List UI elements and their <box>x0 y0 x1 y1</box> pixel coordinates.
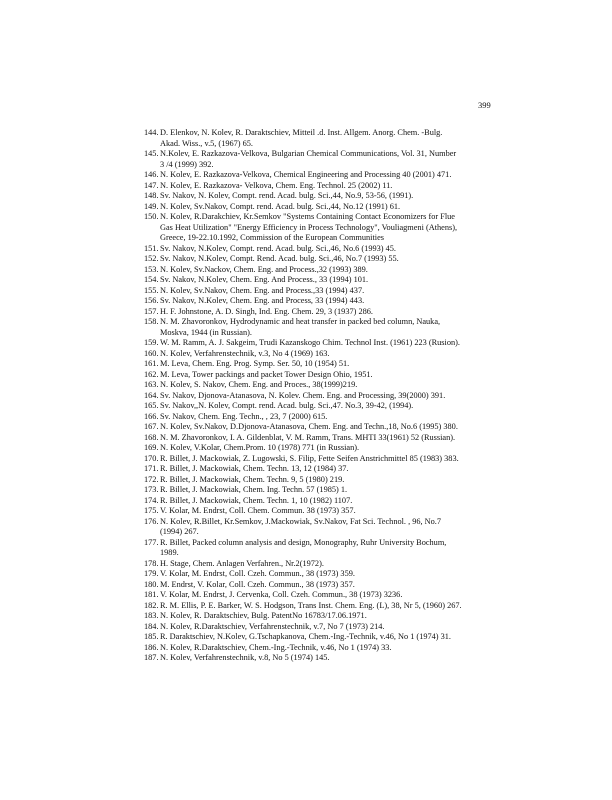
reference-entry <box>136 538 516 559</box>
reference-entry <box>136 601 516 612</box>
reference-entry <box>136 443 516 454</box>
reference-number: 183. <box>144 611 159 620</box>
reference-number: 177. <box>144 537 159 547</box>
reference-entry <box>136 433 516 444</box>
reference-number: 170. <box>144 453 159 463</box>
reference-text: N. Kolev, Sv.Nakov, Compt. rend. Acad. bulg. Sci.,44, No.12 (1991) 61. <box>160 201 401 211</box>
reference-text: N. M. Zhavoronkov, I. A. Gildenblat, V. M. Ramm, Trans. MHTI 33(1961) 52 (Russian). <box>160 432 456 442</box>
reference-number: 165. <box>144 401 159 410</box>
reference-text: Sv. Nakov, N. Kolev, Compt. rend. Acad. bulg. Sci.,44, No.9, 53-56, (1991). <box>160 191 414 200</box>
reference-text: R. Billet, J. Mackowiak, Z. Lugowski, S. Filip, Fette Seifen Anstrichmittel 85 (1983) 383. <box>160 453 459 463</box>
reference-entry <box>136 580 516 591</box>
reference-text: N. Kolev, S. Nakov, Chem. Eng. and Proces., 38(1999)219. <box>160 380 358 389</box>
reference-entry <box>136 464 516 475</box>
reference-entry <box>136 475 516 486</box>
reference-entry <box>136 590 516 601</box>
reference-entry <box>136 338 516 349</box>
reference-text: M. Leva, Tower packings and packet Tower Design Ohio, 1951. <box>160 369 373 379</box>
reference-number: 169. <box>144 443 159 452</box>
reference-text: R. Daraktschiev, N.Kolev, G.Tschapkanova, Chem.-Ing.-Technik, v.46, No 1 (1974) 31. <box>160 632 452 641</box>
reference-number: 180. <box>144 579 159 589</box>
reference-entry <box>136 622 516 633</box>
reference-number: 145. <box>144 149 159 158</box>
reference-text-continuation: Akad. Wiss., v.5, (1967) 65. <box>160 138 253 148</box>
reference-text: V. Kolar, M. Endrst, J. Cervenka, Coll. Czeh. Commun., 38 (1973) 3236. <box>160 590 403 599</box>
reference-number: 182. <box>144 600 159 610</box>
reference-text: N. Kolev, R.Daraktschiev, Chem.-Ing.-Technik, v.46, No 1 (1974) 33. <box>160 642 392 652</box>
reference-number: 160. <box>144 348 159 358</box>
reference-number: 152. <box>144 254 159 263</box>
reference-number: 158. <box>144 317 159 326</box>
reference-number: 162. <box>144 369 159 379</box>
reference-number: 153. <box>144 264 159 274</box>
reference-number: 173. <box>144 485 159 494</box>
reference-entry <box>136 128 516 149</box>
reference-text: R. Billet, J. Mackowiak, Chem. Techn. 1, 10 (1982) 1107. <box>160 495 353 505</box>
reference-text: N. Kolev, R.Daraktschiev, Verfahrenstechnik, v.7, No 7 (1973) 214. <box>160 621 385 631</box>
reference-entry <box>136 170 516 181</box>
reference-entry <box>136 359 516 370</box>
reference-number: 144. <box>144 128 159 137</box>
reference-entry <box>136 307 516 318</box>
page-number: 399 <box>478 100 491 110</box>
reference-entry <box>136 454 516 465</box>
reference-entry <box>136 506 516 517</box>
reference-number: 178. <box>144 558 159 568</box>
reference-entry <box>136 422 516 433</box>
reference-text: Sv. Nakov, N.Kolev, Compt. Rend. Acad. bulg. Sci.,46, No.7 (1993) 55. <box>160 254 399 263</box>
reference-list <box>136 128 516 664</box>
reference-number: 161. <box>144 359 159 368</box>
reference-text: V. Kolar, M. Endrst, Coll. Chem. Commun. 38 (1973) 357. <box>160 506 356 515</box>
reference-text: N. Kolev, V.Kolar, Chem.Prom. 10 (1978) 771 (in Russian). <box>160 443 360 452</box>
reference-text: R. M. Ellis, P. E. Barker, W. S. Hodgson, Trans Inst. Chem. Eng. (L), 38, Nr 5, (1960) 267. <box>160 600 462 610</box>
reference-entry <box>136 380 516 391</box>
reference-entry <box>136 265 516 276</box>
reference-text: M. Endrst, V. Kolar, Coll. Czeh. Commun., 38 (1973) 357. <box>160 579 355 589</box>
reference-entry <box>136 643 516 654</box>
reference-entry <box>136 391 516 402</box>
reference-number: 166. <box>144 411 159 421</box>
reference-text-continuation: (1994) 267. <box>160 527 199 536</box>
reference-number: 151. <box>144 243 159 253</box>
reference-entry <box>136 181 516 192</box>
reference-text: N. M. Zhavoronkov, Hydrodynamic and heat transfer in packed bed column, Nauka, <box>160 317 441 326</box>
reference-text: M. Leva, Chem. Eng. Prog. Symp. Ser. 50, 10 (1954) 51. <box>160 359 350 368</box>
reference-text-continuation: Gas Heat Utilization" "Energy Efficiency in Process Technology", Vouliagmeni (Athens), <box>160 222 458 232</box>
reference-text-continuation: 3 /4 (1999) 392. <box>160 159 214 169</box>
reference-text: N. Kolev, Sv.Nakov, Chem. Eng. and Process.,33 (1994) 437. <box>160 285 365 295</box>
reference-number: 167. <box>144 422 159 431</box>
reference-number: 155. <box>144 285 159 295</box>
reference-text-continuation: Moskva, 1944 (in Russian). <box>160 327 252 337</box>
reference-entry <box>136 485 516 496</box>
reference-entry <box>136 244 516 255</box>
reference-text: N. Kolev, Sv.Nackov, Chem. Eng. and Process.,32 (1993) 389. <box>160 264 368 274</box>
reference-text: Sv. Nakov, Chem. Eng. Techn., , 23, 7 (2000) 615. <box>160 411 328 421</box>
reference-text: H. Stage, Chem. Anlagen Verfahren., Nr.2(1972). <box>160 558 324 568</box>
reference-text: N. Kolev, Verfahrenstechnik, v.3, No 4 (1969) 163. <box>160 348 330 358</box>
reference-number: 168. <box>144 432 159 442</box>
reference-text: N. Kolev, E. Razkazova- Velkova, Chem. Eng. Technol. 25 (2002) 11. <box>160 180 393 190</box>
reference-number: 181. <box>144 590 159 599</box>
reference-entry <box>136 275 516 286</box>
reference-text: R. Billet, Packed column analysis and design, Monography, Ruhr University Bochum, <box>160 537 447 547</box>
reference-text: Sv. Nakov, Djonova-Atanasova, N. Kolev. Chem. Eng. and Processing, 39(2000) 391. <box>160 390 446 400</box>
reference-number: 187. <box>144 653 159 662</box>
reference-text: N. Kolev, R.Billet, Kr.Semkov, J.Mackowiak, Sv.Nakov, Fat Sci. Technol. , 96, No.7 <box>160 516 442 526</box>
reference-number: 154. <box>144 275 159 284</box>
reference-text: Sv. Nakov, N.Kolev, Chem. Eng. And Process., 33 (1994) 101. <box>160 275 369 284</box>
reference-text: Sv. Nakov, N.Kolev, Compt. rend. Acad. bulg. Sci.,46, No.6 (1993) 45. <box>160 243 396 253</box>
reference-entry <box>136 412 516 423</box>
reference-number: 149. <box>144 201 159 211</box>
reference-number: 150. <box>144 212 159 221</box>
reference-number: 174. <box>144 495 159 505</box>
reference-text: Sv. Nakov, N.Kolev, Chem. Eng. and Process, 33 (1994) 443. <box>160 296 365 305</box>
reference-entry <box>136 286 516 297</box>
reference-number: 184. <box>144 621 159 631</box>
reference-text: D. Elenkov, N. Kolev, R. Daraktschiev, Mitteil .d. Inst. Allgem. Anorg. Chem. -Bulg. <box>160 128 443 137</box>
reference-text-continuation: Greece, 19-22.10.1992, Commission of the European Communities <box>160 233 384 242</box>
reference-text: N. Kolev, Sv.Nakov, D.Djonova-Atanasova, Chem. Eng. and Techn.,18, No.6 (1995) 380. <box>160 422 458 431</box>
reference-entry <box>136 611 516 622</box>
reference-entry <box>136 559 516 570</box>
reference-number: 175. <box>144 506 159 515</box>
reference-number: 159. <box>144 338 159 347</box>
reference-text: N. Kolev, R. Daraktschiev, Bulg. PatentNo 16783/17.06.1971. <box>160 611 367 620</box>
reference-text: Sv. Nakov,,N. Kolev, Compt. rend. Acad. bulg. Sci.,47. No.3, 39-42, (1994). <box>160 401 414 410</box>
reference-text: R. Billet, J. Mackowiak, Chem. Ing. Techn. 57 (1985) 1. <box>160 485 348 494</box>
reference-entry <box>136 296 516 307</box>
reference-entry <box>136 202 516 213</box>
reference-text: N. Kolev, E. Razkazova-Velkova, Chemical Engineering and Processing 40 (2001) 471. <box>160 170 452 179</box>
reference-number: 163. <box>144 380 159 389</box>
reference-text-continuation: 1989. <box>160 548 179 557</box>
reference-number: 147. <box>144 180 159 190</box>
reference-entry <box>136 370 516 381</box>
reference-entry <box>136 496 516 507</box>
reference-number: 176. <box>144 516 159 526</box>
reference-entry <box>136 401 516 412</box>
reference-text: W. M. Ramm, A. J. Sakgeim, Trudi Kazanskogo Chim. Technol Inst. (1961) 223 (Rusion). <box>160 338 460 347</box>
reference-number: 186. <box>144 642 159 652</box>
reference-text: V. Kolar, M. Endrst, Coll. Czeh. Commun., 38 (1973) 359. <box>160 569 355 578</box>
reference-number: 146. <box>144 170 159 179</box>
reference-entry <box>136 149 516 170</box>
reference-text: R. Billet, J. Mackowiak, Chem. Techn. 9, 5 (1980) 219. <box>160 474 345 484</box>
reference-text: N.Kolev, E. Razkazova-Velkova, Bulgarian Chemical Communications, Vol. 31, Number <box>160 149 457 158</box>
reference-entry <box>136 317 516 338</box>
reference-number: 185. <box>144 632 159 641</box>
reference-entry <box>136 254 516 265</box>
reference-entry <box>136 349 516 360</box>
reference-number: 157. <box>144 306 159 316</box>
reference-text: N. Kolev, Verfahrenstechnik, v.8, No 5 (1974) 145. <box>160 653 330 662</box>
reference-number: 171. <box>144 464 159 473</box>
reference-text: N. Kolev, R.Darakchiev, Kr.Semkov "Systems Containing Contact Economizers for Flue <box>160 212 455 221</box>
reference-entry <box>136 517 516 538</box>
reference-entry <box>136 653 516 664</box>
reference-entry <box>136 212 516 244</box>
reference-entry <box>136 569 516 580</box>
reference-number: 164. <box>144 390 159 400</box>
reference-entry <box>136 632 516 643</box>
reference-number: 156. <box>144 296 159 305</box>
reference-number: 148. <box>144 191 159 200</box>
reference-entry <box>136 191 516 202</box>
reference-number: 172. <box>144 474 159 484</box>
reference-text: R. Billet, J. Mackowiak, Chem. Techn. 13, 12 (1984) 37. <box>160 464 349 473</box>
reference-text: H. F. Johnstone, A. D. Singh, Ind. Eng. Chem. 29, 3 (1937) 286. <box>160 306 373 316</box>
reference-number: 179. <box>144 569 159 578</box>
